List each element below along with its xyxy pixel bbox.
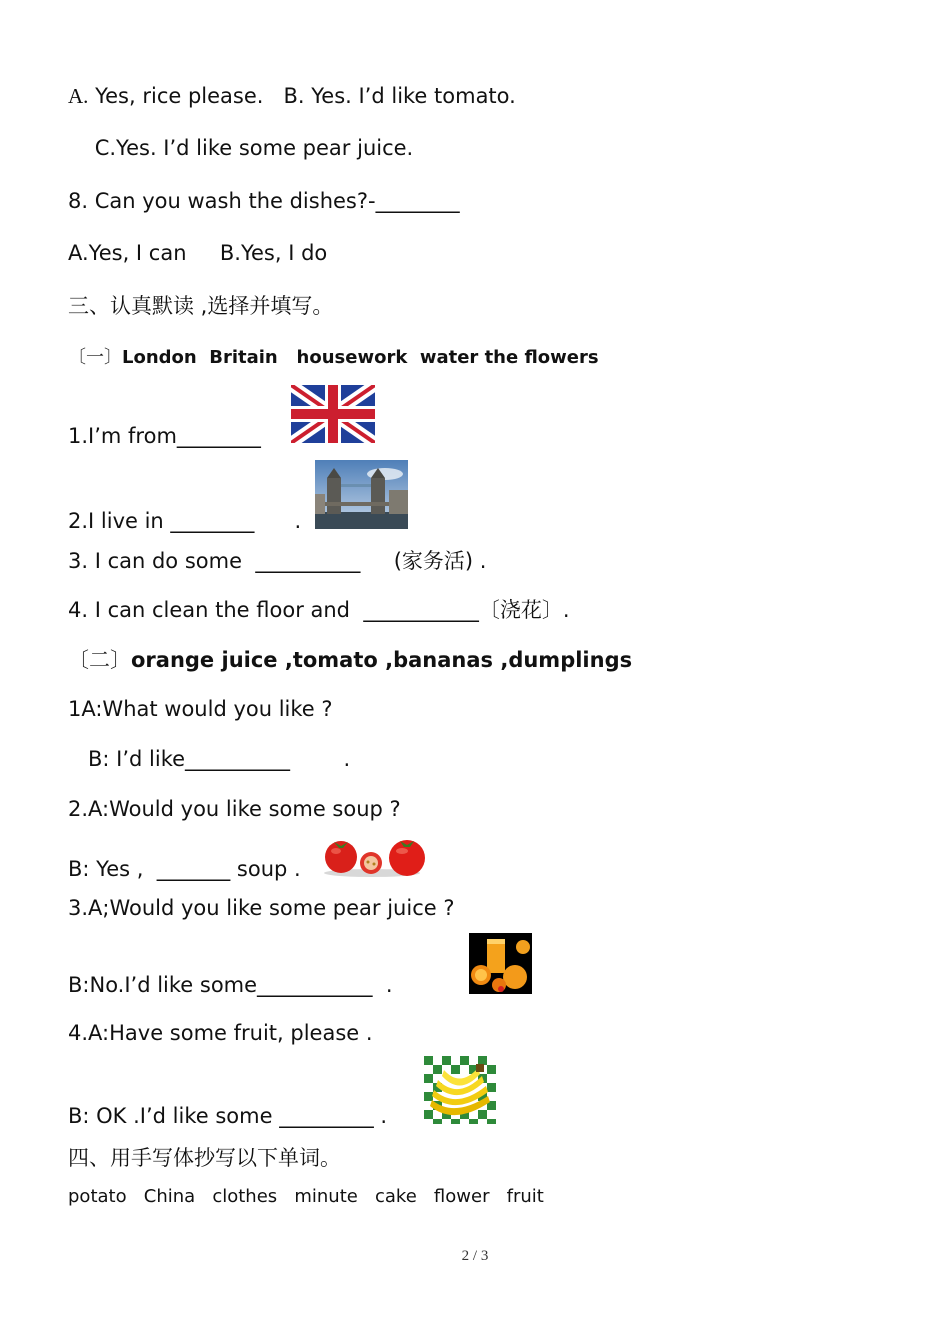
q8-question: 8. Can you wash the dishes?-________	[68, 189, 460, 213]
s2-question-3b: B:No.I’d like some___________ .	[68, 973, 393, 997]
s2-question-3a: 3.A;Would you like some pear juice ?	[68, 896, 455, 920]
q7-option-c: C.Yes. I’d like some pear juice.	[68, 136, 414, 160]
page-number: 2 / 3	[461, 1248, 489, 1264]
section-4-words: potato China clothes minute cake flower fruit	[68, 1186, 544, 1207]
part-1-words: London Britain housework water the flowers	[122, 347, 599, 368]
s2-question-2b: B: Yes , _______ soup .	[68, 857, 301, 881]
q8-options: A.Yes, I can B.Yes, I do	[68, 241, 328, 265]
q7-options-ab	[68, 86, 516, 107]
tomato-picture	[322, 838, 428, 878]
tower-bridge-picture	[315, 460, 408, 529]
s2-question-4b: B: OK .I’d like some _________ .	[68, 1104, 388, 1128]
section-3-part-2-wordbank	[68, 650, 632, 671]
q7-options-text: Yes, rice please. B. Yes. I’d like tomato.	[88, 84, 516, 108]
s2-question-2a: 2.A:Would you like some soup ?	[68, 797, 401, 821]
s1-question-1: 1.I’m from________	[68, 424, 261, 448]
s2-question-4a: 4.A:Have some fruit, please .	[68, 1021, 373, 1045]
section-3-part-1-wordbank	[68, 349, 599, 367]
section-3-title: 三、认真默读 ,选择并填写。	[68, 294, 334, 318]
bananas-picture	[424, 1056, 496, 1124]
s1-question-4: 4. I can clean the floor and ___________〔浇花〕.	[68, 598, 570, 622]
q7-option-a-letter: A.	[68, 84, 89, 108]
section-4-title: 四、用手写体抄写以下单词。	[68, 1146, 341, 1170]
s2-question-1b: B: I’d like__________ .	[68, 747, 351, 771]
part-2-bracket: 〔二〕	[68, 648, 131, 672]
uk-flag-picture	[291, 385, 375, 443]
part-2-words: orange juice ,tomato ,bananas ,dumplings	[131, 648, 633, 672]
orange-juice-picture	[469, 933, 532, 994]
s2-question-1a: 1A:What would you like ?	[68, 697, 333, 721]
s1-question-2: 2.I live in ________ .	[68, 509, 302, 533]
part-1-bracket: 〔一〕	[68, 347, 122, 368]
s1-question-3: 3. I can do some __________ (家务活) .	[68, 549, 487, 573]
